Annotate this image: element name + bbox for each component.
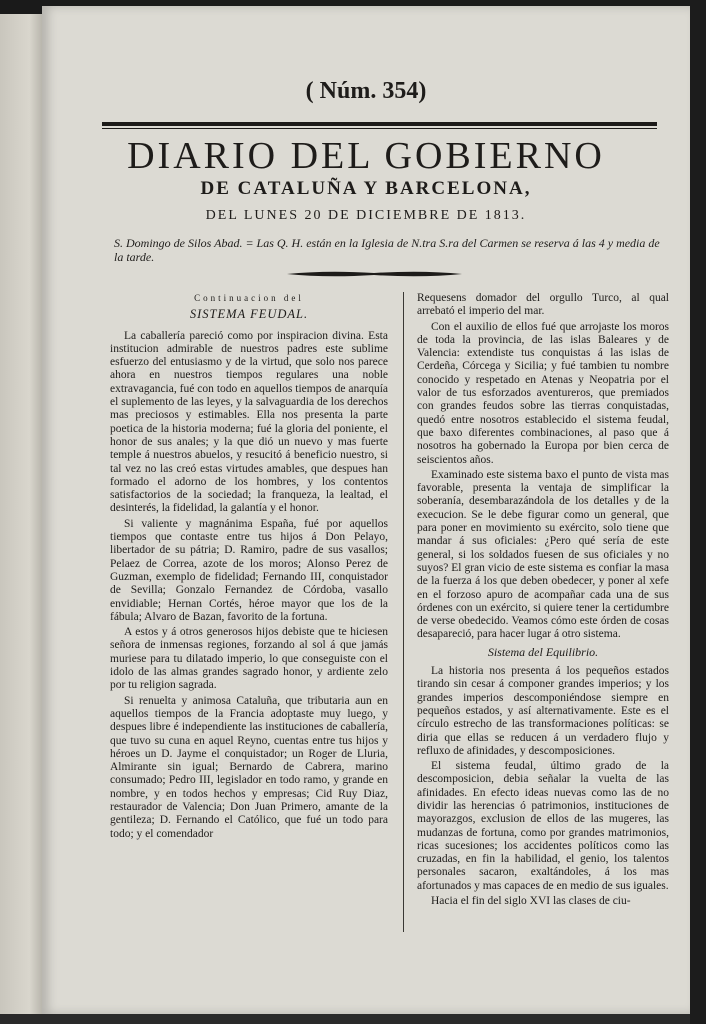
newspaper-title: DIARIO DEL GOBIERNO (127, 135, 605, 177)
masthead-rule (102, 122, 657, 126)
issue-number: ( Núm. 354) (305, 78, 427, 104)
section-title-equilibrio: Sistema del Equilibrio. (487, 644, 599, 659)
column-divider (403, 292, 404, 932)
newspaper-subtitle: DE CATALUÑA Y BARCELONA, (200, 178, 532, 199)
left-column (110, 292, 388, 843)
paragraph: Examinado este sistema baxo el punto de vista mas favorable, presenta la ventaja de simplificar la soberanía, desembarazándola de los detalles y de la execucion. Se le debe figurar como un general, que para poner en movimiento su exército, solo tiene que mandar á sus oficiales: ¿Pero qué sería de este general, si los soldados fuesen de sus oficiales y no suyos? El gran vicio de este sistema es confiar la masa de la fuerza á los que deben obedecer, y poner al xefe en el forzoso apuro de acompañar cada una de sus órdenes con un exército, si quiere tener la certidumbre de verse obedecido. Veamos cómo este órden de cosas desapareció, para hacer lugar á otro sistema. (417, 468, 669, 641)
paragraph: La caballería pareció como por inspiracion divina. Esta institucion admirable de nuestros padres este sublime esfuerzo del entusiasmo y de la virtud, que solo nos parece ahora en nuestros tiempos regulares una noble extravagancia, fué con todo en aquellos tiempos de anarquía el suplemento de las leyes, y la salvaguardia de los derechos mas preciosos y estimables. Ella nos presenta la parte poetica de la historia moderna; fué la gloria del poniente, el honor de sus anales; y la que dió un nuevo y mas fuerte temple á nuestros abuelos, y resucitó á beneficio nuestro, si tal vez no las creó estas virtudes amables, que despues han formado el adorno de los hombres, y los contentos satisfactorios de la sociedad; la franqueza, la lealtad, el desinterés, la fidelidad, la galantía y el honor. (110, 329, 388, 515)
paragraph: Requesens domador del orgullo Turco, al qual arrebató el imperio del mar. (417, 292, 669, 318)
ornamental-swash (287, 270, 462, 278)
paragraph: Hacia el fin del siglo XVI las clases de ciu- (431, 895, 631, 908)
issue-date: DEL LUNES 20 DE DICIEMBRE DE 1813. (205, 208, 527, 223)
right-column (417, 292, 669, 910)
scan-border-right (690, 0, 706, 1024)
paragraph: Si valiente y magnánima España, fué por aquellos tiempos que contaste entre tus hijos á Don Pelayo, libertador de su pátria; D. Ramiro, padre de sus vasallos; Pelaez de Correa, azote de los moros; Alonso Perez de Guzman, exemplo de fidelidad; Fernando III, conquistador de Sevilla; Gonzalo Fernandez de Córdoba, vasallo envidiable; Hernan Cortés, héroe mayor que los de la fábula; Alvaro de Bazan, favorito de la fortuna. (110, 517, 388, 623)
facing-page-edge (0, 14, 42, 1014)
newspaper-page (42, 6, 690, 1014)
paragraph: A estos y á otros generosos hijos debiste que te hiciesen señora de inmensas regiones, forzando al sol á que jamás muriese para tu dilatado imperio, lo que conseguiste con el idolo de las almas grandes sagrado honor, y ardiente zelo por tu religion sagrada. (110, 626, 388, 692)
religious-notice: S. Domingo de Silos Abad. = Las Q. H. están en la Iglesia de N.tra S.ra del Carmen se reserva á las 4 y media de la tarde. (114, 236, 660, 264)
paragraph: El sistema feudal, último grado de la descomposicion, debia señalar la vuelta de las afinidades. En efecto ideas nuevas como las de no dividir las herencias ó patrimonios, instituciones de mayorazgos, exclusion de ellos de las mugeres, las mudanzas de fortuna, como por grandes matrimonios, ricas sucesiones; los accidentes políticos como las cruzadas, en fin la habilidad, el genio, los talentos personales sacaron, exaltándoles, á los mas afortunados y mas capaces de en medio de sus iguales. (417, 760, 669, 892)
masthead-rule-thin (102, 128, 657, 129)
paragraph: Con el auxilio de ellos fué que arrojaste los moros de toda la provincia, de las islas Baleares y de Valencia: extendiste tus conquistas á las islas de Cerdeña, Córcega y Sicilia; y fué tambien tu nombre conocido y respetado en Atenas y Neopatria por el valor de tus esforzados aventureros, que premiados con grandes feudos sobre las tierras conquistadas, quedó entre nosotros establecido el sistema feudal, que baxo diferentes combinaciones, al paso que á nosotros ha gobernado la Europa por bien cerca de seiscientos años. (417, 320, 669, 466)
continuation-kicker: Continuacion del (194, 293, 304, 303)
paragraph: La historia nos presenta á los pequeños estados tirando sin cesar á componer grandes imperios; y los grandes imperios descomponiéndose siempre en pequeños estados, y así alternativamente. Este es el círculo estrecho de las transformaciones políticas: se diria que ellas se reducen á un verdadero flujo y refluxo de afinidades, y descomposiciones. (417, 665, 669, 757)
paragraph: Si renuelta y animosa Cataluña, que tributaria aun en aquellos tiempos de la Francia adoptaste muy luego, y despues libre é independiente las instituciones de caballería, que tuvo su cuna en aquel Reyno, cuentas entre tus hijos y héroes un D. Jayme el conquistador; un Roger de Lluria, Almirante sin igual; Bernardo de Cabrera, marino consumado; Pedro III, legislador en todo ramo, y grande en nombre, y en todos hechos y empresas; Cid Ruy Diaz, restaurador de Valencia; Don Juan Primero, amante de la gentileza; D. Fernando el Católico, que fué un todo para todo; y el comendador (110, 694, 388, 840)
section-title-feudal: SISTEMA FEUDAL. (189, 307, 309, 322)
